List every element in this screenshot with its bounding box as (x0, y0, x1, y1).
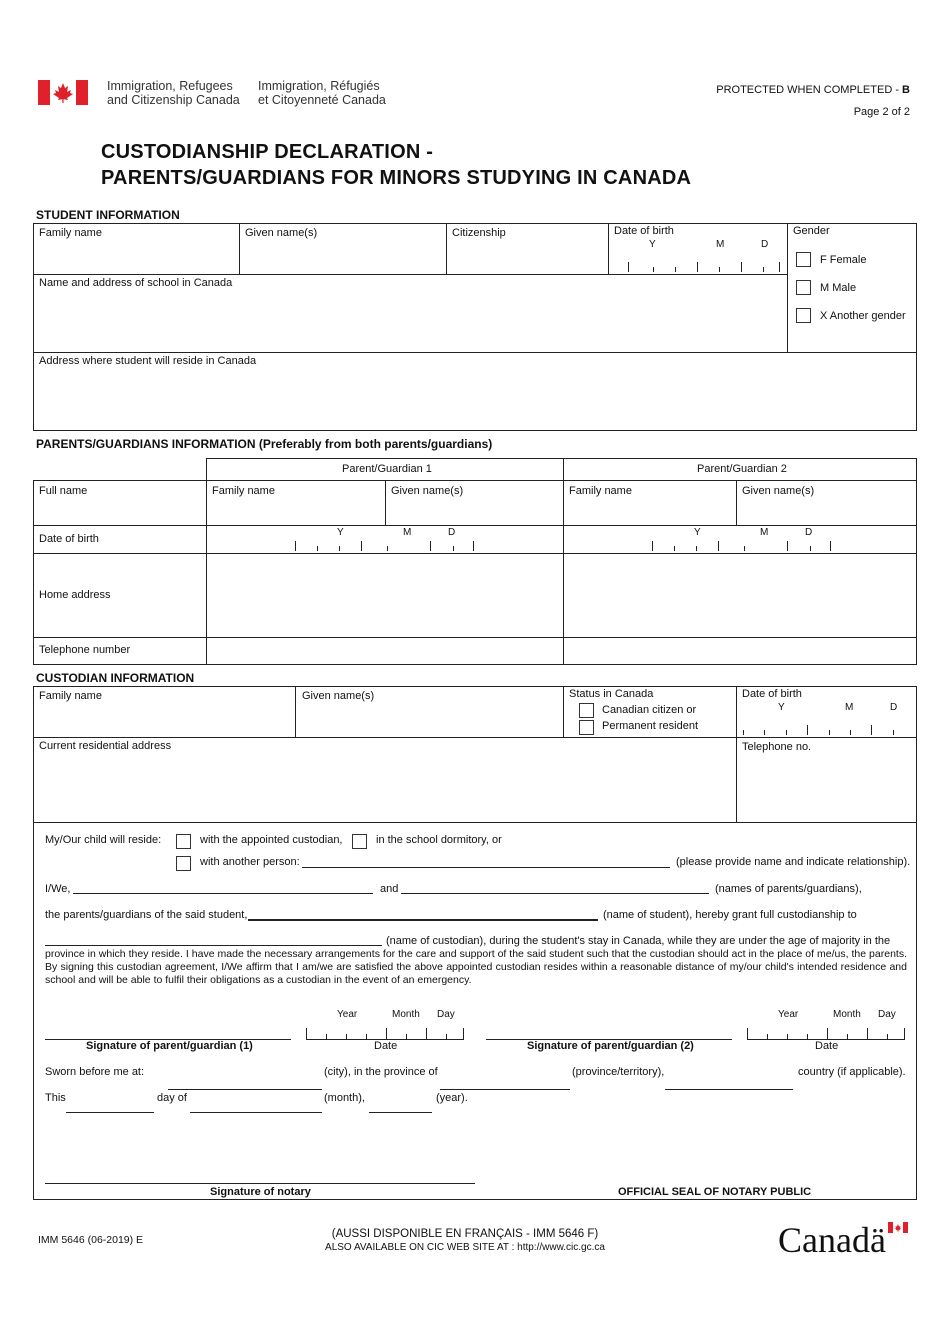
student-given-names-field[interactable] (240, 224, 446, 274)
pg1-family-name-field[interactable]: Family name (212, 485, 275, 497)
full-name-row-label: Full name (39, 485, 88, 497)
wordmark-flag-icon (888, 1222, 908, 1233)
parents-section-heading: PARENTS/GUARDIANS INFORMATION (Preferably from both parents/guardians) (36, 437, 493, 451)
home-address-row-label: Home address (39, 589, 111, 601)
student-section-heading: STUDENT INFORMATION (36, 208, 180, 222)
sworn-day-input[interactable] (66, 1112, 154, 1113)
pg2-home-address-field[interactable] (564, 554, 916, 637)
pg1-column-header: Parent/Guardian 1 (342, 463, 432, 475)
student-given-names-label: Given name(s) (245, 227, 318, 239)
gender-another-checkbox[interactable] (796, 308, 811, 323)
gender-female-checkbox[interactable] (796, 252, 811, 267)
pg1-telephone-field[interactable] (207, 638, 563, 664)
reside-label: My/Our child will reside: (45, 834, 162, 846)
pg2-given-names-field[interactable]: Given name(s) (742, 485, 815, 497)
declaration-paragraph: province in which they reside. I have made the necessary arrangements for the care and support of the said student such that the custodian should act in the place of me/us, the parents. By signing this custodian agreement, I/We affirm that I am/we are satisfied the above appointed custodian resides within a reasonable distance of my/our child's intended residence and school and will be able to fulfil their obligations as a custodian in the event of an emergency. (45, 948, 907, 986)
student-citizenship-label: Citizenship (452, 227, 506, 239)
department-name-en: Immigration, Refugees and Citizenship Canada (107, 79, 240, 107)
parent2-name-input[interactable] (401, 893, 709, 894)
parent1-name-input[interactable] (73, 893, 373, 894)
canada-wordmark: Canadä (778, 1220, 910, 1260)
page-number: Page 2 of 2 (853, 106, 910, 118)
school-name-address-field[interactable] (34, 275, 787, 352)
canadian-citizen-checkbox[interactable] (579, 703, 594, 718)
sworn-year-input[interactable] (369, 1112, 432, 1113)
pg2-telephone-field[interactable] (564, 638, 916, 664)
dob-row-label: Date of birth (39, 533, 99, 545)
student-family-name-field[interactable] (34, 224, 239, 274)
student-gender-label: Gender (793, 225, 830, 237)
form-title-line1: CUSTODIANSHIP DECLARATION - (101, 141, 434, 163)
sworn-province-input[interactable] (440, 1089, 570, 1090)
pg2-column-header: Parent/Guardian 2 (697, 463, 787, 475)
custodian-telephone-field[interactable]: Telephone no. (742, 741, 812, 753)
footer-availability: (AUSSI DISPONIBLE EN FRANÇAIS - IMM 5646 F) ALSO AVAILABLE ON CIC WEB SITE AT : http://www.cic.gc.ca (325, 1228, 605, 1253)
student-family-name-label: Family name (39, 227, 102, 239)
gender-male-checkbox[interactable] (796, 280, 811, 295)
signature-2-label: Signature of parent/guardian (2) (527, 1040, 694, 1052)
signature-1-label: Signature of parent/guardian (1) (86, 1040, 253, 1052)
custodian-dob-field[interactable]: Date of birth Y M D (737, 687, 916, 737)
student-dob-label: Date of birth (614, 225, 674, 237)
pg2-family-name-field[interactable]: Family name (569, 485, 632, 497)
signature-2-date-field[interactable] (747, 1026, 907, 1040)
reside-other-person-checkbox[interactable] (176, 856, 191, 871)
pg1-home-address-field[interactable] (207, 554, 563, 637)
residence-label: Address where student will reside in Canada (39, 355, 257, 367)
canada-flag-logo (38, 80, 88, 105)
form-title-line2: PARENTS/GUARDIANS FOR MINORS STUDYING IN CANADA (101, 167, 692, 189)
notary-signature-line[interactable] (45, 1183, 475, 1184)
sworn-city-input[interactable] (168, 1089, 322, 1090)
other-person-input[interactable] (302, 867, 670, 868)
custodian-name-input[interactable] (45, 945, 382, 946)
notary-seal-label: OFFICIAL SEAL OF NOTARY PUBLIC (618, 1186, 812, 1198)
telephone-row-label: Telephone number (39, 644, 131, 656)
school-label: Name and address of school in Canada (39, 277, 233, 289)
department-name-fr: Immigration, Réfugiés et Citoyenneté Canada (258, 79, 386, 107)
protected-label: PROTECTED WHEN COMPLETED - B (716, 84, 910, 96)
custodian-given-names-field[interactable]: Given name(s) (302, 690, 375, 702)
reside-dormitory-checkbox[interactable] (352, 834, 367, 849)
form-id: IMM 5646 (06-2019) E (38, 1234, 144, 1246)
custodian-section-heading: CUSTODIAN INFORMATION (36, 671, 195, 685)
custodian-status-group: Status in Canada Canadian citizen or Permanent resident (564, 687, 736, 737)
custodian-family-name-field[interactable]: Family name (39, 690, 102, 702)
student-citizenship-field[interactable] (447, 224, 608, 274)
pg2-dob-field[interactable]: Y M D (564, 526, 916, 553)
custodian-address-field[interactable]: Current residential address (39, 740, 172, 752)
signature-1-date-field[interactable] (306, 1026, 466, 1040)
pg1-dob-field[interactable]: Y M D (207, 526, 563, 553)
pg1-given-names-field[interactable]: Given name(s) (391, 485, 464, 497)
student-name-input[interactable] (248, 919, 598, 921)
sworn-month-input[interactable] (190, 1112, 322, 1113)
reside-custodian-checkbox[interactable] (176, 834, 191, 849)
sworn-country-input[interactable] (665, 1089, 793, 1090)
permanent-resident-checkbox[interactable] (579, 720, 594, 735)
student-gender-group: Gender F Female M Male X Another gender (793, 225, 906, 322)
student-dob-field[interactable]: Date of birth Y M D (609, 224, 787, 274)
student-residence-address-field[interactable] (34, 353, 916, 430)
notary-signature-label: Signature of notary (210, 1186, 311, 1198)
